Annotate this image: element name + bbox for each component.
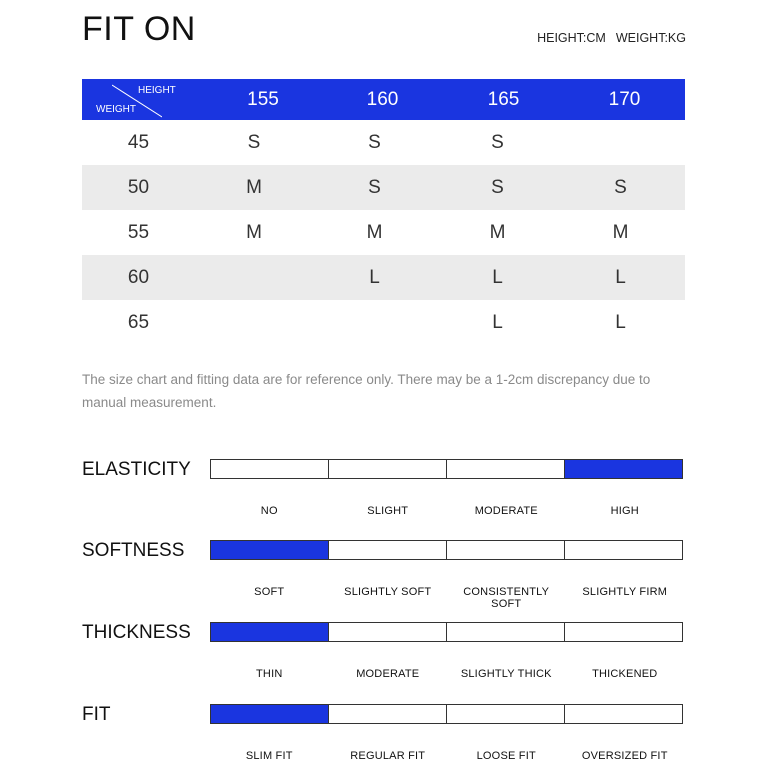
scale-segment: [447, 460, 565, 478]
scale-segment-selected: [565, 460, 682, 478]
scale-bar: [210, 622, 683, 642]
scale-option-label: OVERSIZED FIT: [581, 750, 668, 762]
scale-option-label: SLIGHTLY THICK: [460, 668, 552, 680]
height-header: 155: [247, 89, 279, 110]
scale-options: [210, 750, 684, 762]
table-row: [82, 210, 685, 255]
size-cell: L: [369, 266, 380, 288]
size-cell: M: [246, 176, 262, 198]
size-cell: S: [614, 176, 627, 198]
size-cell: M: [489, 221, 506, 243]
weight-cell: 60: [127, 266, 150, 288]
scale-segment: [329, 541, 447, 559]
scale-option-label: SLIGHT: [367, 505, 409, 517]
scale-option-label: SLIM FIT: [245, 750, 293, 762]
scale-segment-selected: [211, 623, 329, 641]
scale-bar: [210, 459, 683, 479]
size-chart-body: [82, 120, 685, 345]
weight-cell: 55: [127, 221, 150, 243]
units-legend: [537, 31, 686, 45]
scale-options: [210, 668, 684, 680]
size-cell: L: [492, 266, 503, 288]
corner-height-label: HEIGHT: [138, 85, 176, 96]
scale-option-label: THICKENED: [592, 668, 658, 680]
disclaimer-note: The size chart and fitting data are for reference only. There may be a 1-2cm discrepancy due to manual measurement.: [82, 372, 651, 410]
page-title: FIT ON: [82, 10, 196, 48]
size-cell: S: [368, 176, 381, 198]
height-header: 165: [487, 89, 520, 110]
size-chart-header-row: [82, 79, 685, 120]
weight-cell: 50: [127, 176, 150, 198]
scale-bar: [210, 540, 683, 560]
scale-segment: [447, 541, 565, 559]
scale-label: THICKNESS: [82, 622, 191, 643]
scale-options: [210, 505, 684, 517]
scale-segment-selected: [211, 705, 329, 723]
table-row: [82, 120, 685, 165]
weight-unit: WEIGHT:KG: [615, 31, 686, 45]
size-cell: S: [368, 131, 381, 153]
scale-segment: [565, 623, 682, 641]
scale-segment: [565, 541, 682, 559]
scale-options: [210, 586, 684, 610]
height-header: 160: [366, 89, 399, 110]
scale-segment: [565, 705, 682, 723]
scale-option-label: CONSISTENTLY SOFT: [463, 586, 550, 610]
scale-option-label: MODERATE: [474, 505, 538, 517]
scale-label: ELASTICITY: [82, 459, 191, 480]
weight-cell: 45: [127, 131, 150, 153]
table-row: [82, 300, 685, 345]
scale-option-label: SLIGHTLY SOFT: [344, 586, 432, 598]
height-header: 170: [608, 89, 641, 110]
corner-weight-label: WEIGHT: [96, 104, 136, 115]
size-cell: L: [615, 311, 626, 333]
scale-label: SOFTNESS: [82, 540, 185, 561]
size-cell: M: [612, 221, 629, 243]
table-row: [82, 255, 685, 300]
size-cell: S: [491, 176, 504, 198]
scale-label: FIT: [82, 704, 111, 725]
scale-option-label: REGULAR FIT: [350, 750, 426, 762]
size-cell: S: [247, 131, 261, 153]
scale-option-label: HIGH: [610, 505, 639, 517]
scale-segment: [447, 705, 565, 723]
height-unit: HEIGHT:CM: [537, 31, 606, 45]
size-cell: L: [615, 266, 626, 288]
scale-option-label: MODERATE: [356, 668, 420, 680]
scale-segment: [329, 460, 447, 478]
weight-cell: 65: [127, 311, 150, 333]
scale-segment: [447, 623, 565, 641]
scale-option-label: SOFT: [254, 586, 285, 598]
scale-option-label: SLIGHTLY FIRM: [582, 586, 668, 598]
scale-option-label: THIN: [256, 668, 283, 680]
scale-option-label: LOOSE FIT: [476, 750, 536, 762]
scale-segment: [329, 623, 447, 641]
size-cell: M: [246, 221, 262, 243]
scale-segment: [211, 460, 329, 478]
scale-segment: [329, 705, 447, 723]
scale-option-label: NO: [260, 505, 278, 517]
scale-segment-selected: [211, 541, 329, 559]
size-chart-table: [82, 79, 685, 345]
scale-bar: [210, 704, 683, 724]
size-cell: L: [492, 311, 503, 333]
size-cell: M: [366, 221, 383, 243]
table-row: [82, 165, 685, 210]
size-cell: S: [491, 131, 504, 153]
corner-cell: [82, 79, 204, 120]
